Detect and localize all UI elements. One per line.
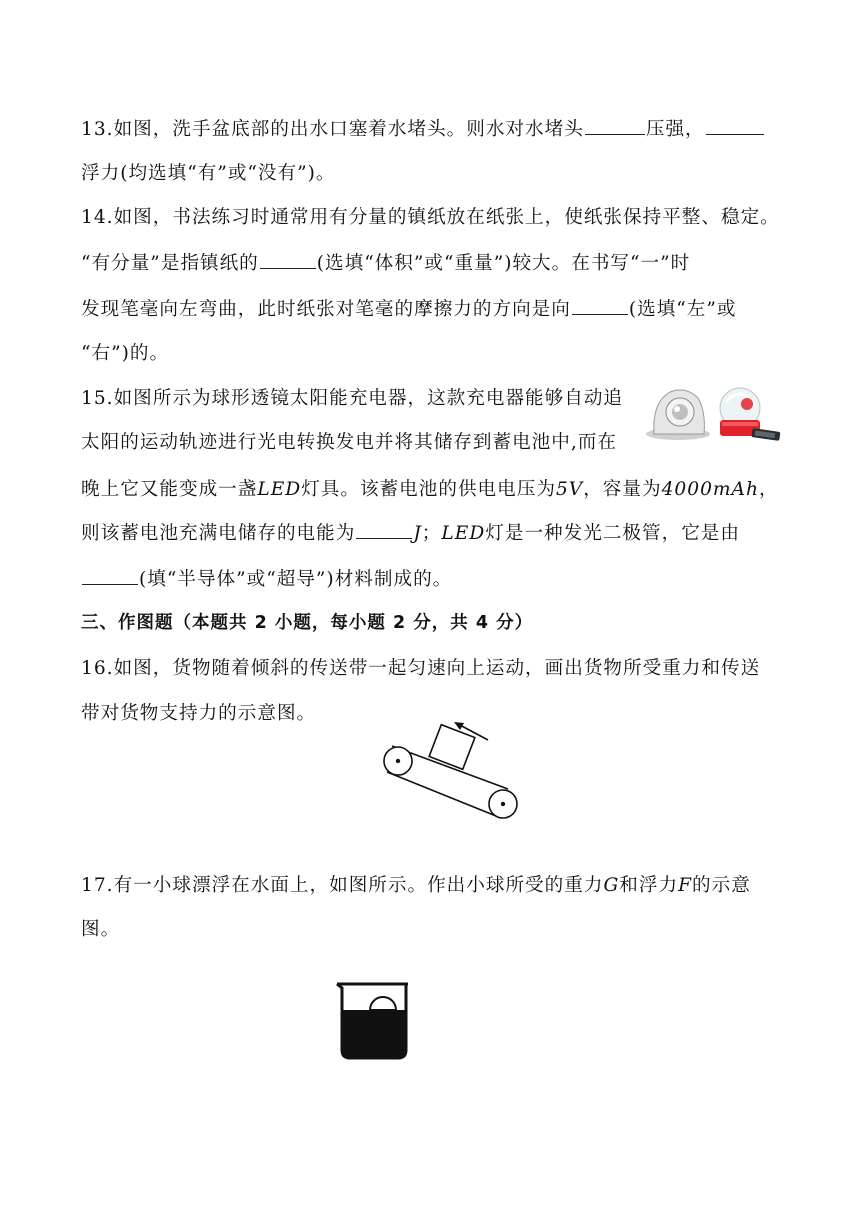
q15-line-5 (81, 568, 452, 592)
q13-blank-2[interactable] (706, 132, 764, 135)
q14-line-1 (81, 206, 780, 230)
q16-text-2: 带对货物支持力的示意图。 (81, 703, 317, 724)
q15-line-2 (81, 431, 617, 455)
q15-text-1: 如图所示为球形透镜太阳能充电器，这款充电器能够自动追 (113, 388, 624, 409)
q15-text-3a: 晚上它又能变成一盏 (81, 479, 258, 500)
q13-text-2: 浮力(均选填“有”或“没有”)。 (81, 163, 336, 184)
q14-line-2 (81, 252, 690, 276)
q15-blank-1[interactable] (356, 536, 412, 539)
q17-line-1 (81, 874, 751, 898)
q15-text-5: (填“半导体”或“超导”)材料制成的。 (139, 569, 453, 590)
q13-blank-1[interactable] (585, 132, 645, 135)
q14-blank-1[interactable] (260, 266, 316, 269)
q14-blank-2[interactable] (572, 312, 628, 315)
section-3-heading: 三、作图题（本题共 2 小题，每小题 2 分，共 4 分） (81, 613, 534, 633)
q17-text-1c: 的示意 (692, 875, 751, 896)
q13-number: 13. (81, 119, 114, 140)
q16-line-1 (81, 657, 760, 681)
q15-text-4c: 灯是一种发光二极管，它是由 (485, 523, 740, 544)
q14-text-3a: 发现笔毫向左弯曲，此时纸张对笔毫的摩擦力的方向是向 (81, 299, 571, 320)
beaker-floating-ball-diagram (334, 980, 414, 1062)
q14-text-2b: (选填“体积”或“重量”)较大。在书写“一”时 (316, 253, 691, 274)
q15-number: 15. (81, 388, 114, 409)
q14-line-3 (81, 298, 737, 322)
q15-line-4 (81, 522, 740, 546)
q15-line-1 (81, 387, 623, 411)
q15-text-4b: ； (421, 523, 442, 544)
q14-text-3b: (选填“左”或 (628, 299, 737, 320)
q14-line-4 (81, 342, 169, 366)
q17-line-2 (81, 918, 120, 942)
q15-led-label: LED (257, 479, 302, 500)
q15-capacity: 4000mAh (661, 479, 759, 500)
q13-line-2 (81, 162, 335, 186)
solar-charger-image (642, 378, 784, 448)
q17-text-1a: 有一小球漂浮在水面上，如图所示。作出小球所受的重力 (113, 875, 604, 896)
q17-number: 17. (81, 875, 114, 896)
q16-number: 16. (81, 658, 114, 679)
q15-unit-j: J (413, 523, 422, 544)
q17-text-2: 图。 (81, 919, 121, 940)
q15-text-4a: 则该蓄电池充满电储存的电能为 (81, 523, 356, 544)
q15-led-label-2: LED (441, 523, 486, 544)
q15-line-3 (81, 478, 779, 502)
q13-text-1b: 压强， (645, 119, 705, 140)
q14-text-2a: “有分量”是指镇纸的 (81, 253, 259, 274)
q15-text-2: 太阳的运动轨迹进行光电转换发电并将其储存到蓄电池中,而在 (81, 432, 617, 453)
q16-line-2 (81, 702, 316, 726)
conveyor-belt-diagram (378, 716, 528, 830)
q15-voltage: 5V (555, 479, 584, 500)
q17-g-symbol: G (603, 875, 620, 896)
q13-line-1 (81, 118, 765, 142)
q15-text-3c: ，容量为 (583, 479, 662, 500)
q15-text-3d: ， (758, 479, 779, 500)
q15-blank-2[interactable] (82, 582, 138, 585)
q17-text-1b: 和浮力 (619, 875, 679, 896)
q17-f-symbol: F (678, 875, 692, 896)
q14-number: 14. (81, 207, 114, 228)
q15-text-3b: 灯具。该蓄电池的供电电压为 (301, 479, 556, 500)
q14-text-4: “右”)的。 (81, 343, 170, 364)
q13-text-1a: 如图，洗手盆底部的出水口塞着水堵头。则水对水堵头 (113, 119, 584, 140)
q14-text-1: 如图，书法练习时通常用有分量的镇纸放在纸张上，使纸张保持平整、稳定。 (113, 207, 780, 228)
q16-text-1: 如图，货物随着倾斜的传送带一起匀速向上运动，画出货物所受重力和传送 (113, 658, 761, 679)
